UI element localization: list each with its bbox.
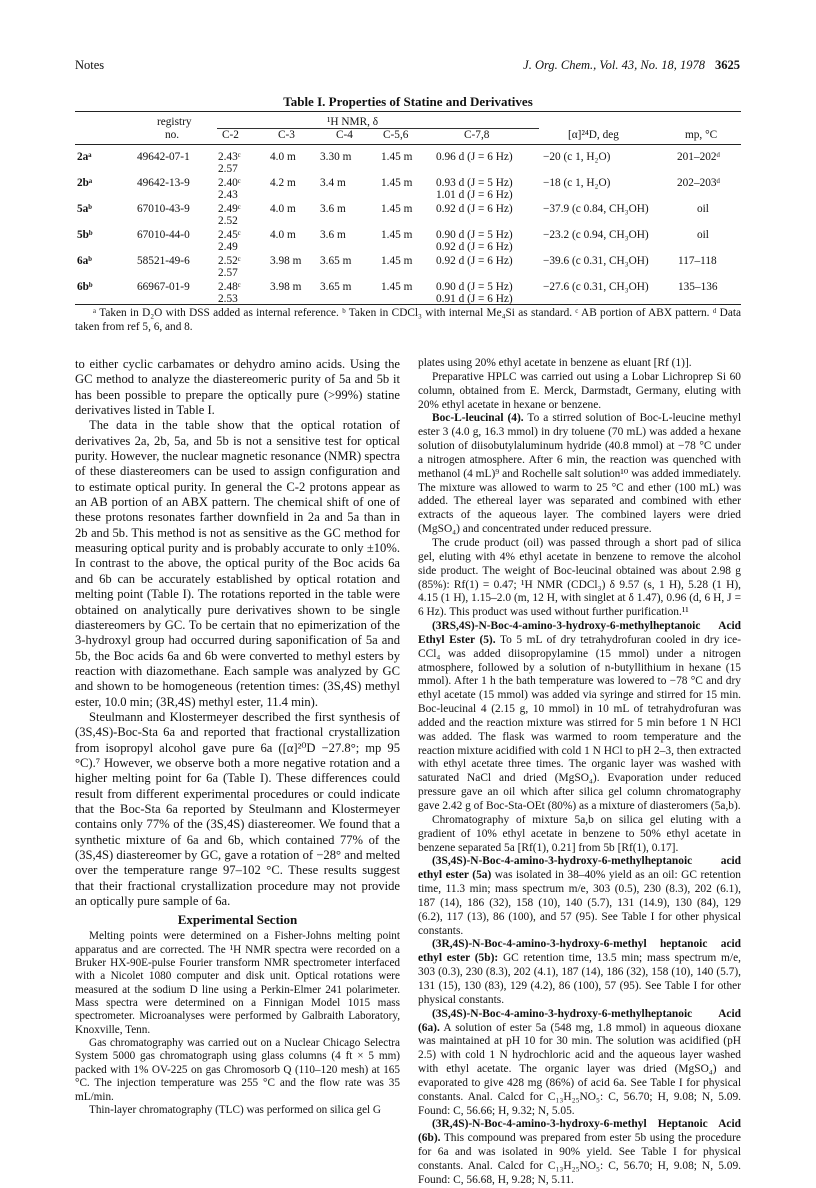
table-row-5b-c4: 3.6 m	[320, 229, 346, 241]
table-row-5a-rotation: −37.9 (c 0.84, CH₃OH)	[543, 203, 649, 215]
table-row-6a-c2-a: 2.52ᶜ	[218, 255, 241, 267]
experimental-paragraph: Gas chromatography was carried out on a Nuclear Chicago Selectra System 5000 gas chromatograph using glass columns (4 ft × 5 mm) packed with 1% OV-225 on gas Chromosorb Q (110–120 mesh) at 165 °C. The injection temperature was 255 °C and the flow rate was 35 mL/min.	[75, 1037, 400, 1103]
journal-name: J. Org. Chem., Vol. 43, No. 18, 1978	[523, 58, 705, 72]
procedure-text: A solution of ester 5a (548 mg, 1.8 mmol) in aqueous dioxane was maintained at pH 10 for 30 min. The solution was acidified (pH 2.5) with cold 1 N hydrochloric acid and the aqueous layer washed with ethyl acetate. The organic layer was dried (MgSO₄) and evaporated to give 428 mg (86%) of acid 6a. See Table I for physical constants. Anal. Calcd for C₁₃H₂₅NO₅: C, 56.70; H, 9.08; N, 5.09. Found: C, 56.66; H, 9.32; N, 5.05.	[418, 1021, 741, 1117]
head-registry-2: no.	[165, 129, 180, 141]
table-row-5b-c56: 1.45 m	[381, 229, 413, 241]
table-row-5a-c4: 3.6 m	[320, 203, 346, 215]
body-paragraph: The data in the table show that the optical rotation of derivatives 2a, 2b, 5a, and 5b is not a sensitive test for optical purity. However, the nuclear magnetic resonance (NMR) spectra of these diastereomers can be used to assign configuration and to estimate optical purity. In general the C-2 protons appear as an AB portion of an ABX pattern. The chemical shift of one of these protons resonates farther downfield in 2a and 5a than in 2b and 5b. This method is not as sensitive as the GC method for measuring optical purity and is probably accurate to only ±10%. In contrast to the above, the optical purity of the Boc acids 6a and 6b can be accurately established by optical rotation and melting point (Table I). The rotations reported in the table were obtained on analytically pure derivatives shown to be single diastereomers by GC. To be certain that no epimerization of the 3-hydroxyl group had occurred during saponification of 5a and 5b, the Boc acids 6a and 6b were converted to methyl esters by reaction with diazomethane. Each sample was analyzed by GC and shown to be homogeneous (retention times: (3S,4S) methyl ester, 10.0 min; (3R,4S) methyl ester, 11.4 min).	[75, 418, 400, 709]
table-row-5a-c3: 4.0 m	[270, 203, 296, 215]
procedure-paragraph	[418, 855, 741, 938]
table-row-5a-c78-a: 0.92 d (J = 6 Hz)	[436, 203, 513, 215]
table-row-5a-compound: 5aᵇ	[77, 203, 92, 215]
table-row-2a-compound: 2aᵃ	[77, 151, 92, 163]
experimental-paragraph: Chromatography of mixture 5a,b on silica gel eluting with a gradient of 10% ethyl acetate in benzene to 50% ethyl acetate in benzene separated 5a [Rf(1), 0.21] from 5b [Rf(1), 0.17].	[418, 813, 741, 854]
experimental-paragraph: The crude product (oil) was passed through a short pad of silica gel, eluting with 4% ethyl acetate in benzene to remove the alcohol side product. The weight of Boc-leucinal obtained was about 2.98 g (85%): Rf(1) = 0.47; ¹H NMR (CDCl₃) δ 9.57 (s, 1 H), 5.28 (1 H), 4.15 (1 H), 1.15–2.0 (m, 12 H, with singlet at δ 1.47), 0.96 (d, 6 H, J = 6 Hz). This product was used without further purification.¹¹	[418, 536, 741, 619]
table-row-2a-c2-b: 2.57	[218, 163, 238, 175]
table-row-2b-registry: 49642-13-9	[137, 177, 190, 189]
table-row-2a-c3: 4.0 m	[270, 151, 296, 163]
table-row-6a-rotation: −39.6 (c 0.31, CH₃OH)	[543, 255, 649, 267]
nmr-group-rule	[217, 128, 539, 129]
table-row-5a-c2-b: 2.52	[218, 215, 238, 227]
left-column	[75, 357, 400, 1117]
table-row-5b-c78-a: 0.90 d (J = 5 Hz)	[436, 229, 513, 241]
table-row-6a-compound: 6aᵇ	[77, 255, 92, 267]
table-row-6a-c3: 3.98 m	[270, 255, 302, 267]
table-bottom-rule	[75, 304, 741, 305]
table-row-6a-registry: 58521-49-6	[137, 255, 190, 267]
head-mp: mp, °C	[685, 129, 718, 141]
experimental-paragraph: plates using 20% ethyl acetate in benzene as eluant [Rf (1)].	[418, 357, 692, 369]
body-paragraph: to either cyclic carbamates or dehydro amino acids. Using the GC method to analyze the diastereomeric purity of 5a and 5b it has been possible to prepare the optically pure (>99%) statine derivatives listed in Table I.	[75, 357, 400, 418]
table-row-5b-c3: 4.0 m	[270, 229, 296, 241]
running-header	[75, 58, 740, 78]
table-row-2a-c2-a: 2.43ᶜ	[218, 151, 241, 163]
right-column	[418, 357, 741, 1188]
section-label: Notes	[75, 58, 105, 72]
table-row-2b-c78-b: 1.01 d (J = 6 Hz)	[436, 189, 513, 201]
table-row-5a-c2-a: 2.49ᶜ	[218, 203, 241, 215]
table-row-2b-c56: 1.45 m	[381, 177, 413, 189]
table-row-6b-rotation: −27.6 (c 0.31, CH₃OH)	[543, 281, 649, 293]
procedure-heading: Boc-L-leucinal (4).	[432, 412, 524, 425]
table-row-6b-c2-b: 2.53	[218, 293, 238, 305]
table-row-2a-mp: 201–202ᵈ	[677, 151, 721, 163]
procedure-heading: (3S,4S)-N-Boc-4-amino-3-hydroxy-6-methylheptanoic acid ethyl ester (5a)	[418, 855, 741, 882]
head-c2: C-2	[222, 129, 239, 141]
table-top-rule	[75, 111, 741, 112]
procedure-text: was isolated in 38–40% yield as an oil: GC retention time, 11.3 min; mass spectrum m/e, 303 (0.5), 230 (8.3), 202 (6.1), 187 (14), 186 (32), 158 (10), 140 (5.7), 131 (14.9), 130 (84), 129 (6.2), 117 (13), 86 (100), and 57 (95). See Table I for other physical constants.	[418, 869, 741, 937]
table-row-6b-c3: 3.98 m	[270, 281, 302, 293]
table-row-2a-c56: 1.45 m	[381, 151, 413, 163]
table-row-5b-c2-b: 2.49	[218, 241, 238, 253]
table-row-2b-rotation: −18 (c 1, H₂O)	[543, 177, 611, 189]
procedure-paragraph	[418, 938, 741, 1007]
procedure-heading: (3R,4S)-N-Boc-4-amino-3-hydroxy-6-methyl heptanoic acid ethyl ester (5b):	[418, 938, 741, 965]
table-row-2b-c3: 4.2 m	[270, 177, 296, 189]
table-row-5b-c78-b: 0.92 d (J = 6 Hz)	[436, 241, 513, 253]
table-row-6b-c4: 3.65 m	[320, 281, 352, 293]
table-row-6b-c78-b: 0.91 d (J = 6 Hz)	[436, 293, 513, 305]
table-row-6a-c78-a: 0.92 d (J = 6 Hz)	[436, 255, 513, 267]
table-row-6a-c2-b: 2.57	[218, 267, 238, 279]
page-number: 3625	[715, 58, 740, 72]
table-footnote: ᵃ Taken in D₂O with DSS added as internal reference. ᵇ Taken in CDCl₃ with internal Me₄Si as standard. ᶜ AB portion of ABX pattern. ᵈ Data taken from ref 5, 6, and 8.	[75, 307, 741, 333]
head-c78: C-7,8	[464, 129, 490, 141]
table-row-2b-c2-a: 2.40ᶜ	[218, 177, 241, 189]
table-row-6b-compound: 6bᵇ	[77, 281, 93, 293]
table-row-5b-compound: 5bᵇ	[77, 229, 93, 241]
table-title: Table I. Properties of Statine and Derivatives	[283, 94, 533, 109]
head-c3: C-3	[278, 129, 295, 141]
table-row-6a-mp: 117–118	[678, 255, 717, 267]
table-row-2a-rotation: −20 (c 1, H₂O)	[543, 151, 611, 163]
table-row-2a-registry: 49642-07-1	[137, 151, 190, 163]
procedure-paragraph	[418, 1118, 741, 1187]
procedure-text: This compound was prepared from ester 5b using the procedure for 6a and was isolated in 90% yield. See Table I for physical constants. Anal. Calcd for C₁₃H₂₅NO₅: C, 56.70; H, 9.08; N, 5.09. Found: C, 56.68, H, 9.28; N, 5.11.	[418, 1132, 741, 1186]
procedure-paragraph	[418, 412, 741, 537]
table-row-5a-registry: 67010-43-9	[137, 203, 190, 215]
head-nmr-group: ¹H NMR, δ	[327, 116, 379, 128]
procedure-heading: (3S,4S)-N-Boc-4-amino-3-hydroxy-6-methylheptanoic Acid (6a).	[418, 1007, 741, 1034]
body-paragraph: Steulmann and Klostermeyer described the first synthesis of (3S,4S)-Boc-Sta 6a and reported that fractional crystallization from isopropyl alcohol gave pure 6a ([α]²⁰D −27.8°; mp 95 °C).⁷ However, we observe both a more negative rotation and a higher melting point for 6a (Table I). These differences could result from different experimental procedures or could indicate that the Boc-Sta 6a reported by Steulmann and Klostermeyer contains only 77% of the (3S,4S) diastereomer. We found that a synthetic mixture of 6a and 6b, which contained 77% of the (3S,4S) diastereomer by GC, gave a rotation of −28° and melted over the temperature range 97–102 °C. These results suggest that their fractional crystallization procedure may not provide an optically pure sample of 6a.	[75, 709, 400, 909]
table-row-2b-c2-b: 2.43	[218, 189, 238, 201]
procedure-paragraph	[418, 620, 741, 814]
table-row-6b-c56: 1.45 m	[381, 281, 413, 293]
procedure-text: GC retention time, 13.5 min; mass spectrum m/e, 303 (0.3), 230 (8.3), 202 (4.1), 187 (14), 186 (32), 158 (10), 140 (5.7), 131 (15), 130 (83), 129 (4.2), 86 (100), 57 (95). See Table I for other physical constants.	[418, 952, 741, 1006]
procedure-heading: (3RS,4S)-N-Boc-4-amino-3-hydroxy-6-methylheptanoic Acid Ethyl Ester (5).	[418, 620, 741, 646]
procedure-text: To a stirred solution of Boc-L-leucine methyl ester 3 (4.0 g, 16.3 mmol) in dry toluene (70 mL) was added a hexane solution of diisobutylaluminum hydride (40.8 mmol) at −78 °C under a nitrogen atmosphere. After 6 min, the reaction was quenched with methanol (4 mL)⁹ and Rochelle salt solution¹⁰ was added immediately. The mixture was allowed to warm to 25 °C and ether (100 mL) was added. The ethereal layer was separated and combined with ether extracts of the aqueous layer. The combined layers were dried (MgSO₄) and concentrated under reduced pressure.	[418, 412, 741, 536]
head-c4: C-4	[336, 129, 353, 141]
table-row-5b-registry: 67010-44-0	[137, 229, 190, 241]
head-registry-1: registry	[157, 116, 192, 128]
experimental-paragraph: Thin-layer chromatography (TLC) was performed on silica gel G	[89, 1103, 382, 1116]
procedure-paragraph	[418, 1008, 741, 1119]
head-rotation: [α]²⁴D, deg	[568, 129, 619, 141]
table-row-5b-mp: oil	[697, 229, 709, 241]
experimental-paragraph: Preparative HPLC was carried out using a Lobar Lichroprep Si 60 column, obtained from E. Merck, Darmstadt, Germany, eluting with 20% ethyl acetate in hexane or benzene.	[418, 370, 741, 411]
table-row-6b-c2-a: 2.48ᶜ	[218, 281, 241, 293]
table-row-5a-c56: 1.45 m	[381, 203, 413, 215]
table-row-2b-mp: 202–203ᵈ	[677, 177, 721, 189]
table-row-6a-c4: 3.65 m	[320, 255, 352, 267]
head-c56: C-5,6	[383, 129, 409, 141]
table-row-2b-compound: 2bᵃ	[77, 177, 93, 189]
table-row-5b-rotation: −23.2 (c 0.94, CH₃OH)	[543, 229, 649, 241]
table-row-6b-c78-a: 0.90 d (J = 5 Hz)	[436, 281, 513, 293]
table-header-rule	[75, 144, 741, 145]
table-row-2b-c4: 3.4 m	[320, 177, 346, 189]
table-row-2a-c78-a: 0.96 d (J = 6 Hz)	[436, 151, 513, 163]
table-row-2b-c78-a: 0.93 d (J = 5 Hz)	[436, 177, 513, 189]
table-row-6a-c56: 1.45 m	[381, 255, 413, 267]
table-row-5a-mp: oil	[697, 203, 709, 215]
section-heading: Experimental Section	[177, 912, 298, 928]
table-row-5b-c2-a: 2.45ᶜ	[218, 229, 241, 241]
table-row-2a-c4: 3.30 m	[320, 151, 352, 163]
procedure-heading: (3R,4S)-N-Boc-4-amino-3-hydroxy-6-methyl Heptanoic Acid (6b).	[418, 1118, 741, 1145]
procedure-text: To 5 mL of dry tetrahydrofuran cooled in dry ice-CCl₄ was added diisopropylamine (15 mmol) under a nitrogen atmosphere, followed by a solution of n-butyllithium in hexane (15 mmol). After 1 h the bath temperature was lowered to −78 °C and dry ethyl acetate (15 mmol) was added via syringe and stirred for 15 min. Boc-leucinal 4 (2.15 g, 10 mmol) in 10 mL of tetrahydrofuran was added and the reaction mixture was stirred for 5 min before 1 N HCl was added. The flask was warmed to room temperature and the reaction mixture acidified with cold 1 N HCl to pH 2–3, then extracted with ethyl acetate three times. The organic layer was washed with saturated NaCl and dried (MgSO₄). Evaporation under reduced pressure gave an oil which after silica gel column chromatography gave 2.42 g of Boc-Sta-OEt (80%) as a mixture of diasteromers (5a,b).	[418, 633, 741, 812]
table-row-6b-registry: 66967-01-9	[137, 281, 190, 293]
table-row-6b-mp: 135–136	[678, 281, 718, 293]
experimental-paragraph: Melting points were determined on a Fisher-Johns melting point apparatus and are corrected. The ¹H NMR spectra were recorded on a Bruker HX-90E-pulse Fourier transform NMR spectrometer interfaced with a Nicolet 1080 computer and disk unit. Optical rotations were measured at the sodium D line using a Perkin-Elmer 241 polarimeter. Mass spectra were determined on a Finnigan Model 1015 mass spectrometer. Microanalyses were performed by Galbraith Laboratory, Knoxville, Tenn.	[75, 930, 400, 1036]
journal-citation	[523, 58, 740, 73]
